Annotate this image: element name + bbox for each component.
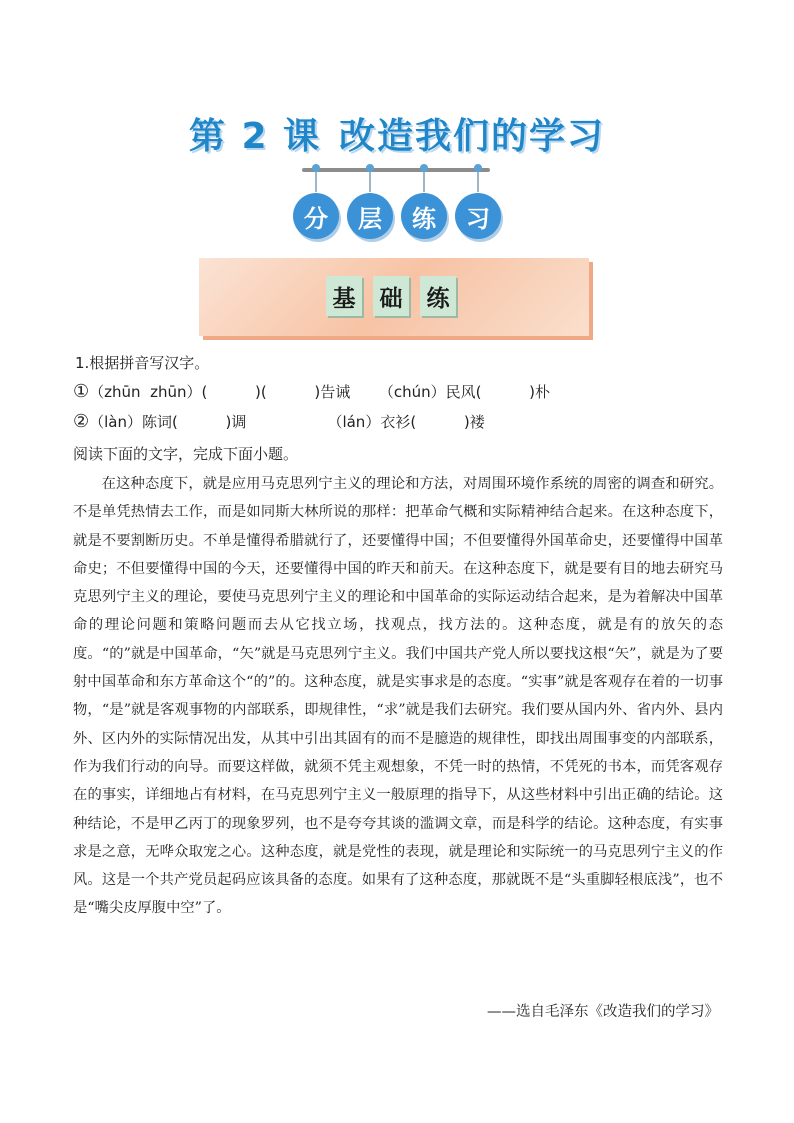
layer-badge-4: 习 — [455, 193, 501, 239]
item-number: ① — [73, 381, 90, 402]
reading-intro: 阅读下面的文字，完成下面小题。 — [73, 445, 299, 463]
hanging-dot — [312, 164, 320, 172]
layer-badge-1: 分 — [293, 193, 339, 239]
lesson-name: 改造我们的学习 — [339, 116, 606, 157]
page-title — [0, 108, 794, 159]
hanging-dot — [474, 164, 482, 172]
question-1-line-2 — [73, 411, 485, 432]
question-1-line-1 — [73, 381, 550, 402]
hanging-bar — [302, 168, 490, 172]
lesson-number: 第 2 课 — [188, 116, 322, 157]
layer-badge-3: 练 — [401, 193, 447, 239]
level-badge-1: 基 — [326, 276, 362, 316]
item-number: ② — [73, 411, 90, 432]
item-text: （làn）陈词( )调 （lán）衣衫( )褛 — [89, 413, 485, 431]
passage-source: ——选自毛泽东《改造我们的学习》 — [487, 1004, 719, 1020]
question-1-prompt: 1.根据拼音写汉字。 — [75, 354, 210, 372]
hanging-dot — [366, 164, 374, 172]
reading-passage: 在这种态度下，就是应用马克思列宁主义的理论和方法，对周围环境作系统的周密的调查和研究。不是单凭热情去工作，而是如同斯大林所说的那样：把革命气概和实际精神结合起来。在这种态度下，就是不要割断历史。不单是懂得希腊就行了，还要懂得中国；不但要懂得外国革命史，还要懂得中国革命史；不但要懂得中国的今天，还要懂得中国的昨天和前天。在这种态度下，就是要有目的地去研究马克思列宁主义的理论，要使马克思列宁主义的理论和中国革命的实际运动结合起来，是为着解决中国革命的理论问题和策略问题而去从它找立场，找观点，找方法的。这种态度，就是有的放矢的态度。“的”就是中国革命，“矢”就是马克思列宁主义。我们中国共产党人所以要找这根“矢”，就是为了要射中国革命和东方革命这个“的”的。这种态度，就是实事求是的态度。“实事”就是客观存在着的一切事物，“是”就是客观事物的内部联系，即规律性，“求”就是我们去研究。我们要从国内外、省内外、县内外、区内外的实际情况出发，从其中引出其固有的而不是臆造的规律性，即找出周围事变的内部联系，作为我们行动的向导。而要这样做，就须不凭主观想象，不凭一时的热情，不凭死的书本，而凭客观存在的事实，详细地占有材料，在马克思列宁主义一般原理的指导下，从这些材料中引出正确的结论。这种结论，不是甲乙丙丁的现象罗列，也不是夸夸其谈的滥调文章，而是科学的结论。这种态度，有实事求是之意，无哗众取宠之心。这种态度，就是党性的表现，就是理论和实际统一的马克思列宁主义的作风。这是一个共产党员起码应该具备的态度。如果有了这种态度，那就既不是“头重脚轻根底浅”，也不是“嘴尖皮厚腹中空”了。 — [73, 476, 723, 917]
item-text: （zhūn zhūn）( )( )告诫 （chún）民风( )朴 — [89, 383, 550, 401]
hanging-dot — [420, 164, 428, 172]
level-badge-2: 础 — [373, 276, 409, 316]
level-badge-3: 练 — [420, 276, 456, 316]
layer-badge-2: 层 — [347, 193, 393, 239]
